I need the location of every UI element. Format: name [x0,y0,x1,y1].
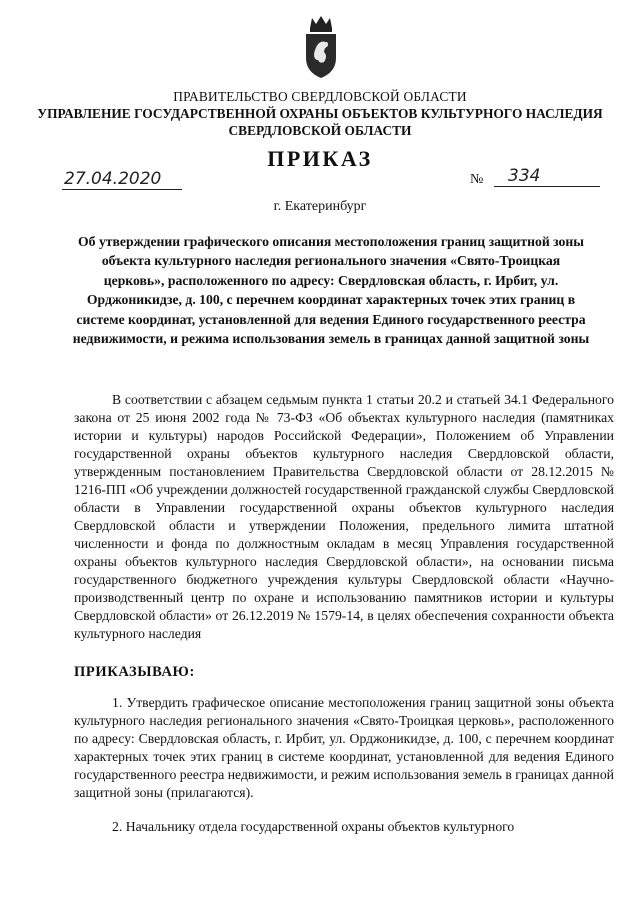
order-heading: ПРИКАЗЫВАЮ: [74,664,195,680]
city-name: г. Екатеринбург [273,199,367,214]
government-name: ПРАВИТЕЛЬСТВО СВЕРДЛОВСКОЙ ОБЛАСТИ [173,89,467,104]
order-item-2: 2. Начальнику отдела государственной охраны объектов культурного [112,819,515,834]
order-number: 334 [494,166,600,187]
order-item-1: 1. Утвердить графическое описание местоположения границ защитной зоны объекта культурного наследия регионального значения «Свято-Троицкая церковь», расположенного по адресу: Свердловская область, г. Ирбит, ул. Орджоникидзе, д. 100, с перечнем координат характерных точек этих границ в системе координат, установленной для ведения Единого государственного реестра недвижимости, и режим использования земель в границах данной защитной зоны (прилагаются). [74,695,614,800]
order-subject: Об утверждении графического описания местоположения границ защитной зоны объекта культурного наследия регионального значения «Свято-Троицкая церковь», расположенного по адресу: Свердловская область, г. Ирбит, ул. Орджоникидзе, д. 100, с перечнем координат характерных точек этих границ в системе координат, установленной для ведения Единого государственного реестра недвижимости, и режима использования земель в границах данной защитной зоны [72,234,590,347]
document-title: ПРИКАЗ [267,146,373,171]
sverdlovsk-coat-of-arms-icon [302,14,340,80]
preamble-paragraph: В соответствии с абзацем седьмым пункта 1 статьи 20.2 и статьей 34.1 Федерального закона от 25 июня 2002 года № 73-ФЗ «Об объектах культурного наследия (памятниках истории и культуры) народов Российской Федерации», Положением об Управлении государственной охраны объектов культурного наследия Свердловской области, утвержденным постановлением Правительства Свердловской области от 28.12.2015 № 1216-ПП «Об учреждении должностей государственной гражданской службы Свердловской области в Управлении государственной охраны объектов культурного наследия Свердловской области и утверждении Положения, предельного лимита штатной численности и фонда по должностным окладам в месяц Управления государственной охраны объектов культурного наследия Свердловской области», на основании письма государственного бюджетного учреждения культуры Свердловской области «Научно-производственный центр по охране и использованию памятников истории и культуры Свердловской области» от 26.12.2019 № 1579-14, в целях обеспечения сохранности объекта культурного наследия [74,392,614,641]
order-date: 27.04.2020 [62,169,182,190]
order-number-label: № [470,172,484,187]
department-name: УПРАВЛЕНИЕ ГОСУДАРСТВЕННОЙ ОХРАНЫ ОБЪЕКТОВ КУЛЬТУРНОГО НАСЛЕДИЯ СВЕРДЛОВСКОЙ ОБЛАСТИ [37,106,603,138]
